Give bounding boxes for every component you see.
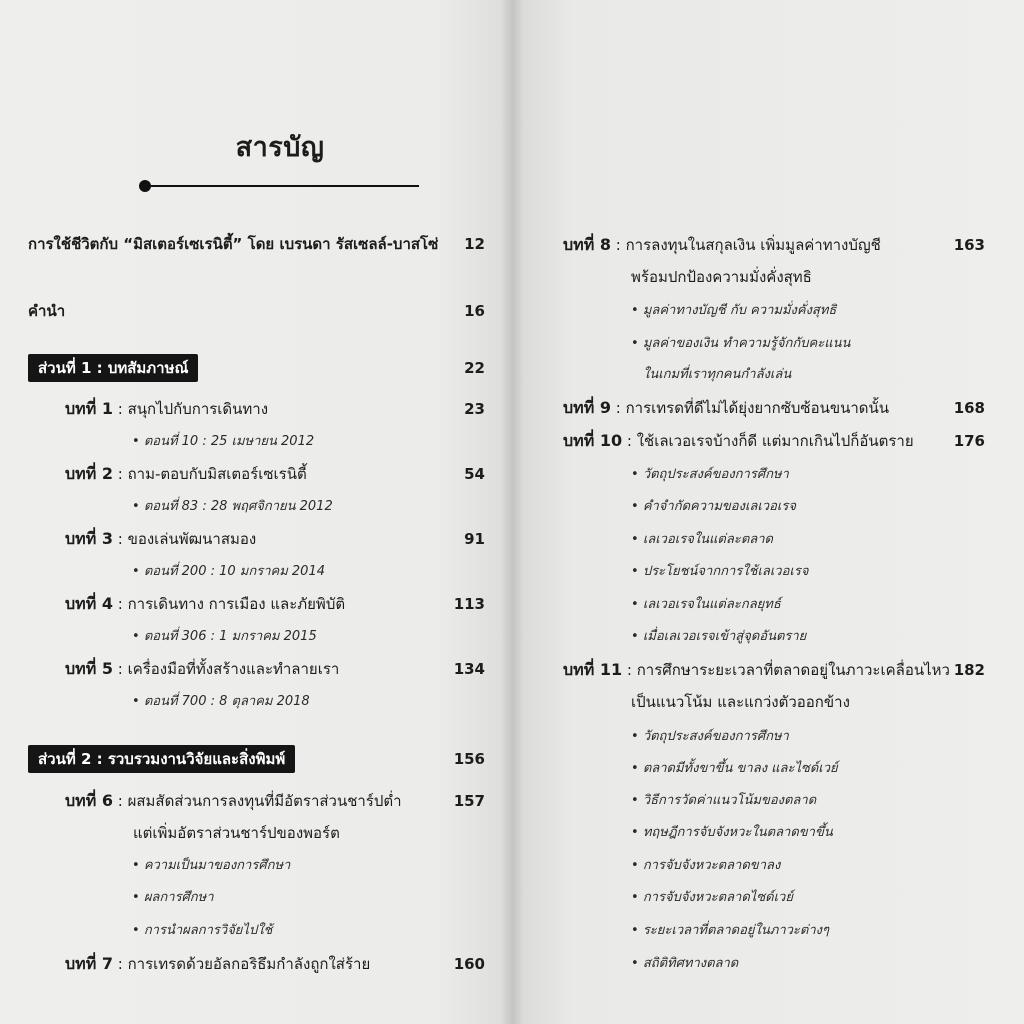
chapter-title: ถาม-ตอบกับมิสเตอร์เซเรนิตี้ [127,465,307,483]
toc-page-number: 160 [453,955,485,973]
toc-sub-item: • ตอนที่ 306 : 1 มกราคม 2015 [132,629,317,644]
toc-sub-item: • เลเวอเรจในแต่ละกลยุทธ์ [631,597,781,612]
toc-page-number: 156 [453,750,485,768]
toc-chapter-7[interactable] [65,954,370,974]
toc-sub-item: • วิธีการวัดค่าแนวโน้มของตลาด [631,793,817,808]
toc-chapter-8[interactable] [563,235,881,255]
chapter-title: การเดินทาง การเมือง และภัยพิบัติ [127,595,346,613]
chapter-label: บทที่ 4 [65,594,113,613]
colon: : [626,661,632,679]
chapter-label: บทที่ 7 [65,954,113,973]
chapter-title: เครื่องมือที่ทั้งสร้างและทำลายเรา [127,660,340,678]
toc-sub-item: • การนำผลการวิจัยไปใช้ [132,923,273,938]
chapter-title-continued: เป็นแนวโน้ม และแกว่งตัวออกข้าง [631,693,850,711]
toc-entry-preface[interactable]: คำนำ [28,302,66,320]
toc-entry-foreword-living[interactable]: การใช้ชีวิตกับ “มิสเตอร์เซเรนิตี้” โดย เบรนดา รัสเซลล์-บาสโซ่ [28,235,439,253]
chapter-title: ของเล่นพัฒนาสมอง [127,530,257,548]
toc-chapter-5[interactable] [65,659,339,679]
toc-sub-item: • คำจำกัดความของเลเวอเรจ [631,499,796,514]
toc-page-number: 157 [453,792,485,810]
colon: : [117,465,123,483]
chapter-label: บทที่ 9 [563,398,611,417]
chapter-label: บทที่ 10 [563,431,623,450]
chapter-label: บทที่ 3 [65,529,113,548]
chapter-title-continued: พร้อมปกป้องความมั่งคั่งสุทธิ [631,268,812,286]
toc-sub-item: • ความเป็นมาของการศึกษา [132,858,291,873]
toc-sub-item: • ตลาดมีทั้งขาขึ้น ขาลง และไซด์เวย์ [631,761,838,776]
toc-page-number: 91 [464,530,485,548]
toc-sub-item: • วัตถุประสงค์ของการศึกษา [631,729,789,744]
toc-sub-item-continued: ในเกมที่เราทุกคนกำลังเล่น [643,367,792,382]
toc-chapter-10[interactable] [563,431,914,451]
toc-sub-item: • เมื่อเลเวอเรจเข้าสู่จุดอันตราย [631,629,807,644]
toc-page-number: 22 [464,359,485,377]
chapter-label: บทที่ 8 [563,235,611,254]
chapter-title: ใช้เลเวอเรจบ้างก็ดี แต่มากเกินไปก็อันตราย [636,432,914,450]
toc-chapter-1[interactable] [65,399,268,419]
colon: : [117,660,123,678]
chapter-title-continued: แต่เพิ่มอัตราส่วนชาร์ปของพอร์ต [133,824,340,842]
toc-sub-item: • ผลการศึกษา [132,890,214,905]
chapter-label: บทที่ 6 [65,791,113,810]
toc-page-number: 168 [953,399,985,417]
part-2-label[interactable]: ส่วนที่ 2 : รวบรวมงานวิจัยและสิ่งพิมพ์ [28,745,295,773]
toc-sub-item: • ประโยชน์จากการใช้เลเวอเรจ [631,564,809,579]
toc-sub-item: • การจับจังหวะตลาดไซด์เวย์ [631,890,793,905]
colon: : [117,792,123,810]
toc-page-number: 182 [953,661,985,679]
toc-page-number: 134 [453,660,485,678]
colon: : [117,400,123,418]
toc-sub-item: • ระยะเวลาที่ตลาดอยู่ในภาวะต่างๆ [631,923,829,938]
chapter-title: ผสมสัดส่วนการลงทุนที่มีอัตราส่วนชาร์ปต่ำ [127,792,402,810]
chapter-title: การศึกษาระยะเวลาที่ตลาดอยู่ในภาวะเคลื่อนไหว [636,661,950,679]
toc-sub-item: • ตอนที่ 700 : 8 ตุลาคม 2018 [132,694,310,709]
toc-sub-item: • ตอนที่ 10 : 25 เมษายน 2012 [132,434,315,449]
toc-sub-item: • การจับจังหวะตลาดขาลง [631,858,781,873]
chapter-title: สนุกไปกับการเดินทาง [127,400,269,418]
toc-sub-item: • ทฤษฎีการจับจังหวะในตลาดขาขึ้น [631,825,833,840]
chapter-label: บทที่ 1 [65,399,113,418]
toc-chapter-11[interactable] [563,660,950,680]
toc-sub-item: • สถิติทิศทางตลาด [631,956,739,971]
colon: : [615,236,621,254]
toc-page-number: 113 [453,595,485,613]
page-title: สารบัญ [235,132,325,163]
toc-page-number: 16 [464,302,485,320]
toc-chapter-9[interactable] [563,398,889,418]
toc-sub-item: • มูลค่าทางบัญชี กับ ความมั่งคั่งสุทธิ [631,303,837,318]
toc-page-number: 12 [464,235,485,253]
colon: : [117,530,123,548]
book-gutter [500,0,524,1024]
toc-chapter-4[interactable] [65,594,345,614]
title-rule-line [147,185,419,187]
toc-chapter-3[interactable] [65,529,256,549]
toc-chapter-6[interactable] [65,791,402,811]
colon: : [117,955,123,973]
colon: : [626,432,632,450]
chapter-label: บทที่ 5 [65,659,113,678]
chapter-title: การเทรดด้วยอัลกอริธึมกำลังถูกใส่ร้าย [127,955,371,973]
toc-page-number: 176 [953,432,985,450]
colon: : [615,399,621,417]
chapter-label: บทที่ 11 [563,660,623,679]
toc-sub-item: • มูลค่าของเงิน ทำความรู้จักกับคะแนน [631,336,851,351]
chapter-label: บทที่ 2 [65,464,113,483]
toc-sub-item: • ตอนที่ 200 : 10 มกราคม 2014 [132,564,325,579]
toc-sub-item: • ตอนที่ 83 : 28 พฤศจิกายน 2012 [132,499,333,514]
toc-page-number: 23 [464,400,485,418]
toc-sub-item: • เลเวอเรจในแต่ละตลาด [631,532,773,547]
toc-page-number: 54 [464,465,485,483]
toc-page-number: 163 [953,236,985,254]
toc-chapter-2[interactable] [65,464,307,484]
colon: : [117,595,123,613]
toc-sub-item: • วัตถุประสงค์ของการศึกษา [631,467,789,482]
chapter-title: การเทรดที่ดีไม่ได้ยุ่งยากซับซ้อนขนาดนั้น [625,399,890,417]
part-1-label[interactable]: ส่วนที่ 1 : บทสัมภาษณ์ [28,354,198,382]
chapter-title: การลงทุนในสกุลเงิน เพิ่มมูลค่าทางบัญชี [625,236,881,254]
